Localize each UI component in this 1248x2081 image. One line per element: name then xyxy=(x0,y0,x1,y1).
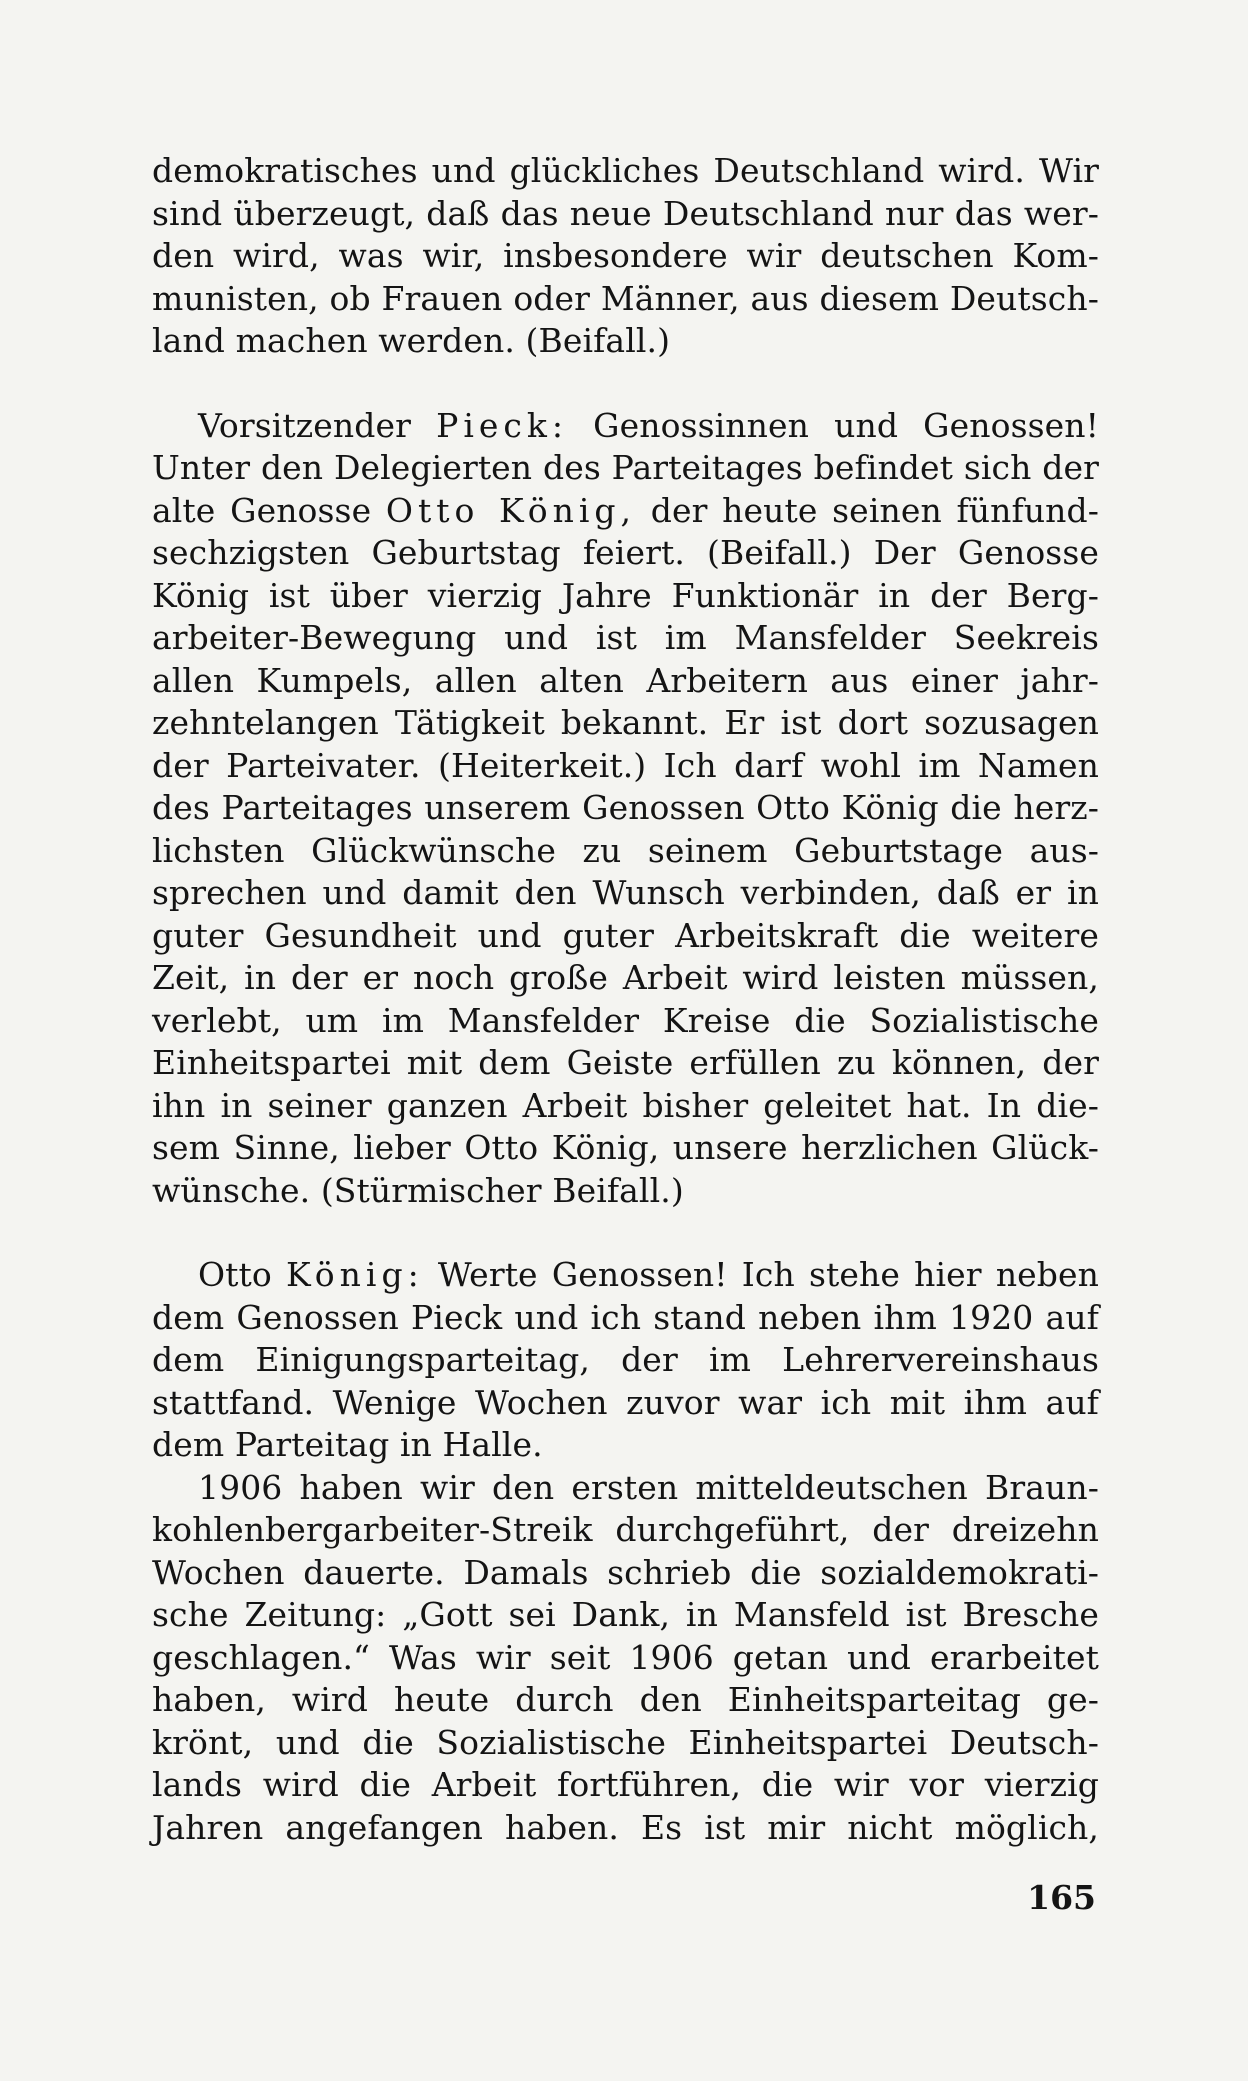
speaker-title: Vorsitzender xyxy=(198,405,411,445)
text-line: stattfand. Wenige Wochen zuvor war ich mit ihm auf xyxy=(152,1382,1099,1422)
text-line: allen Kumpels, allen alten Arbeitern aus einer jahr- xyxy=(152,660,1099,700)
text-line xyxy=(152,1254,1099,1297)
text-line: arbeiter-Bewegung und ist im Mansfelder Seekreis xyxy=(152,618,1099,657)
text-line: 1906 haben wir den ersten mitteldeutschen Braun- xyxy=(198,1467,1099,1507)
text-line: sechzigsten Geburtstag feiert. (Beifall.) Der Genosse xyxy=(152,533,1099,572)
text-line: guter Gesundheit und guter Arbeitskraft die weitere xyxy=(152,915,1099,955)
emphasized-name: Otto König, xyxy=(385,490,637,530)
text-line: krönt, und die Sozialistische Einheitspartei Deutsch- xyxy=(152,1722,1099,1762)
text-line: geschlagen.“ Was wir seit 1906 getan und erarbeitet xyxy=(152,1637,1099,1677)
speaker-name-last: König: xyxy=(286,1255,424,1294)
page-text xyxy=(152,150,1099,1849)
speech-text: Werte Genossen! Ich stehe hier neben xyxy=(437,1255,1100,1294)
text-line: Wochen dauerte. Damals schrieb die sozialdemokrati- xyxy=(152,1552,1099,1592)
text-line: sprechen und damit den Wunsch verbinden, daß er in xyxy=(152,873,1099,912)
text-line: demokratisches und glückliches Deutschland wird. Wir xyxy=(152,151,1099,190)
text-line: sem Sinne, lieber Otto König, unsere herzlichen Glück- xyxy=(152,1128,1099,1167)
text-line: Einheitspartei mit dem Geiste erfüllen zu können, der xyxy=(152,1043,1099,1082)
text-line: wünsche. (Stürmischer Beifall.) xyxy=(152,1170,684,1210)
text-line xyxy=(152,405,1099,448)
text-line: haben, wird heute durch den Einheitsparteitag ge- xyxy=(152,1680,1099,1719)
text-fragment: der heute seinen fünfund- xyxy=(650,490,1100,530)
text-line: verlebt, um im Mansfelder Kreise die Sozialistische xyxy=(152,1000,1099,1040)
text-fragment: alte Genosse xyxy=(152,490,372,530)
speaker-name: Pieck: xyxy=(436,405,569,445)
text-line: dem Genossen Pieck und ich stand neben ihm 1920 auf xyxy=(152,1297,1099,1337)
text-line: lands wird die Arbeit fortführen, die wir vor vierzig xyxy=(152,1765,1099,1804)
speaker-name-first: Otto xyxy=(198,1255,272,1294)
text-line: zehntelangen Tätigkeit bekannt. Er ist dort sozusagen xyxy=(152,703,1099,742)
text-line: dem Einigungsparteitag, der im Lehrervereinshaus xyxy=(152,1340,1099,1379)
text-line: Zeit, in der er noch große Arbeit wird leisten müssen, xyxy=(152,958,1099,997)
text-line: lichsten Glückwünsche zu seinem Geburtstage aus- xyxy=(152,830,1099,870)
text-line: kohlenbergarbeiter-Streik durchgeführt, der dreizehn xyxy=(152,1510,1099,1549)
text-line: ihn in seiner ganzen Arbeit bisher geleitet hat. In die- xyxy=(152,1085,1099,1125)
text-line xyxy=(152,490,1099,533)
text-line: sche Zeitung: „Gott sei Dank, in Mansfeld ist Bresche xyxy=(152,1595,1099,1634)
text-line: der Parteivater. (Heiterkeit.) Ich darf wohl im Namen xyxy=(152,745,1099,785)
text-line: land machen werden. (Beifall.) xyxy=(152,321,671,360)
text-line: des Parteitages unserem Genossen Otto König die herz- xyxy=(152,788,1099,827)
text-line: dem Parteitag in Halle. xyxy=(152,1425,543,1464)
speech-text: Genossinnen und Genossen! xyxy=(593,405,1100,445)
text-line: munisten, ob Frauen oder Männer, aus diesem Deutsch- xyxy=(152,278,1099,318)
text-line: den wird, was wir, insbesondere wir deutschen Kom- xyxy=(152,236,1099,275)
text-line: Jahren angefangen haben. Es ist mir nicht möglich, xyxy=(152,1807,1099,1847)
page-number: 165 xyxy=(1027,1878,1096,1917)
text-line: König ist über vierzig Jahre Funktionär in der Berg- xyxy=(152,575,1099,615)
text-line: sind überzeugt, daß das neue Deutschland nur das wer- xyxy=(152,193,1099,233)
text-line: Unter den Delegierten des Parteitages befindet sich der xyxy=(152,448,1099,487)
